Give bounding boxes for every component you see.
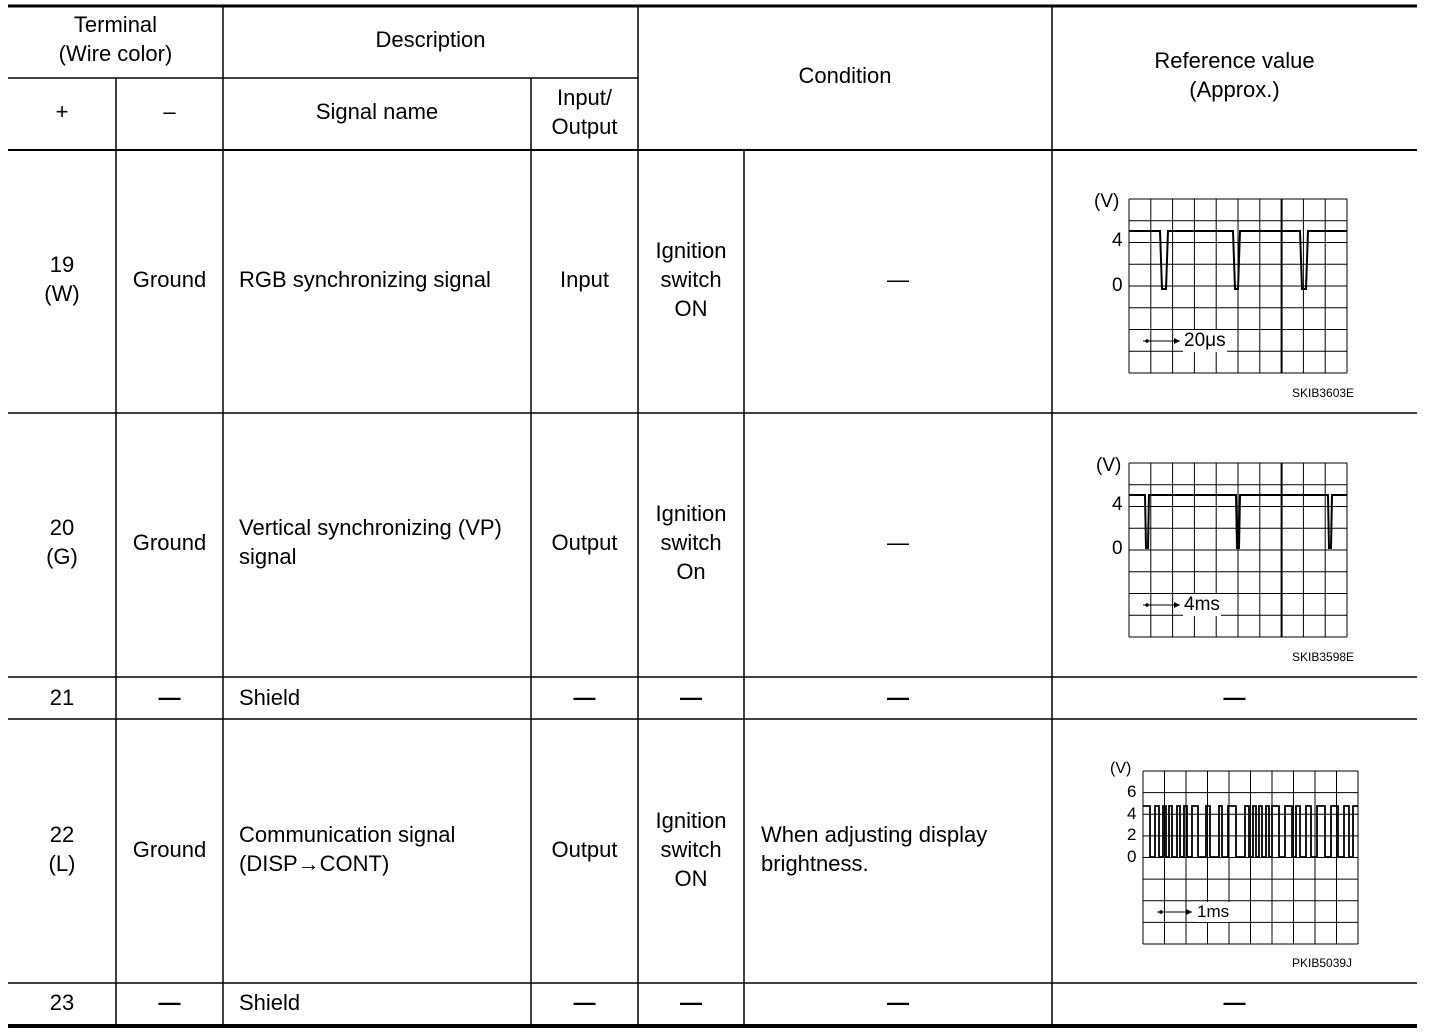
row22-wave-tick-0: 0	[1127, 847, 1137, 866]
row23-ignition-switch: —	[680, 990, 702, 1015]
row21-condition: —	[887, 685, 909, 710]
row20-ignition-switch: Ignition switch On	[655, 501, 727, 584]
row23-io: —	[573, 990, 596, 1015]
row20-signal-name: Vertical synchronizing (VP) signal	[239, 515, 502, 569]
row19-wave-tick-0: 0	[1112, 275, 1123, 296]
waveform-rgb-sync	[1129, 199, 1347, 373]
row22-wave-tick-2: 2	[1127, 825, 1137, 844]
row20-wave-ylabel: (V)	[1096, 455, 1122, 476]
row20-wave-tick-4: 4	[1112, 494, 1123, 515]
row22-io: Output	[551, 837, 618, 862]
row19-condition: —	[887, 267, 909, 292]
row20-condition: —	[887, 530, 909, 555]
row21-terminal: 21	[49, 685, 75, 710]
row22-signal-name: Communication signal (DISP→CONT)	[239, 822, 456, 876]
row22-condition: When adjusting display brightness.	[761, 822, 988, 876]
row20-ground: Ground	[132, 530, 207, 555]
row22-wave-code: PKIB5039J	[1292, 956, 1353, 970]
row23-terminal: 23	[49, 990, 75, 1015]
row19-wave-code: SKIB3603E	[1292, 386, 1355, 400]
row20-wave-code: SKIB3598E	[1292, 650, 1355, 664]
row21-ignition-switch: —	[680, 685, 702, 710]
row21-ground: —	[158, 685, 181, 710]
row21-signal-name: Shield	[239, 685, 301, 710]
row21-io: —	[573, 685, 596, 710]
header-description: Description	[375, 27, 486, 52]
row22-wave-ylabel: (V)	[1110, 760, 1132, 777]
row19-ignition-switch: Ignition switch ON	[655, 238, 727, 321]
row22-wave-tick-4: 4	[1127, 804, 1137, 823]
header-reference-value: Reference value (Approx.)	[1154, 48, 1315, 102]
header-signal-name: Signal name	[315, 99, 439, 124]
row19-ground: Ground	[132, 267, 207, 292]
row23-condition: —	[887, 990, 909, 1015]
row22-terminal: 22 (L)	[48, 822, 76, 876]
row23-reference-value: —	[1223, 990, 1246, 1015]
row19-terminal: 19 (W)	[44, 252, 80, 306]
header-terminal: Terminal (Wire color)	[58, 12, 173, 66]
waveform-communication	[1143, 771, 1358, 944]
row19-wave-time-div: 20μs	[1184, 330, 1226, 351]
header-plus: +	[55, 99, 69, 124]
row22-wave-tick-6: 6	[1127, 782, 1137, 801]
row22-wave-time-div: 1ms	[1197, 902, 1230, 921]
row19-io: Input	[560, 267, 609, 292]
header-minus: –	[163, 99, 176, 124]
row19-wave-tick-4: 4	[1112, 230, 1123, 251]
row19-wave-ylabel: (V)	[1094, 191, 1120, 212]
waveform-vp-sync	[1129, 463, 1347, 637]
row23-ground: —	[158, 990, 181, 1015]
row20-wave-time-div: 4ms	[1184, 594, 1220, 615]
row20-io: Output	[551, 530, 618, 555]
row23-signal-name: Shield	[239, 990, 301, 1015]
header-condition: Condition	[798, 63, 892, 88]
row20-terminal: 20 (G)	[46, 515, 78, 569]
row22-ignition-switch: Ignition switch ON	[655, 808, 727, 891]
row22-ground: Ground	[132, 837, 207, 862]
row19-signal-name: RGB synchronizing signal	[239, 267, 491, 292]
row20-wave-tick-0: 0	[1112, 538, 1123, 559]
header-input-output: Input/ Output	[551, 85, 618, 139]
row21-reference-value: —	[1223, 685, 1246, 710]
